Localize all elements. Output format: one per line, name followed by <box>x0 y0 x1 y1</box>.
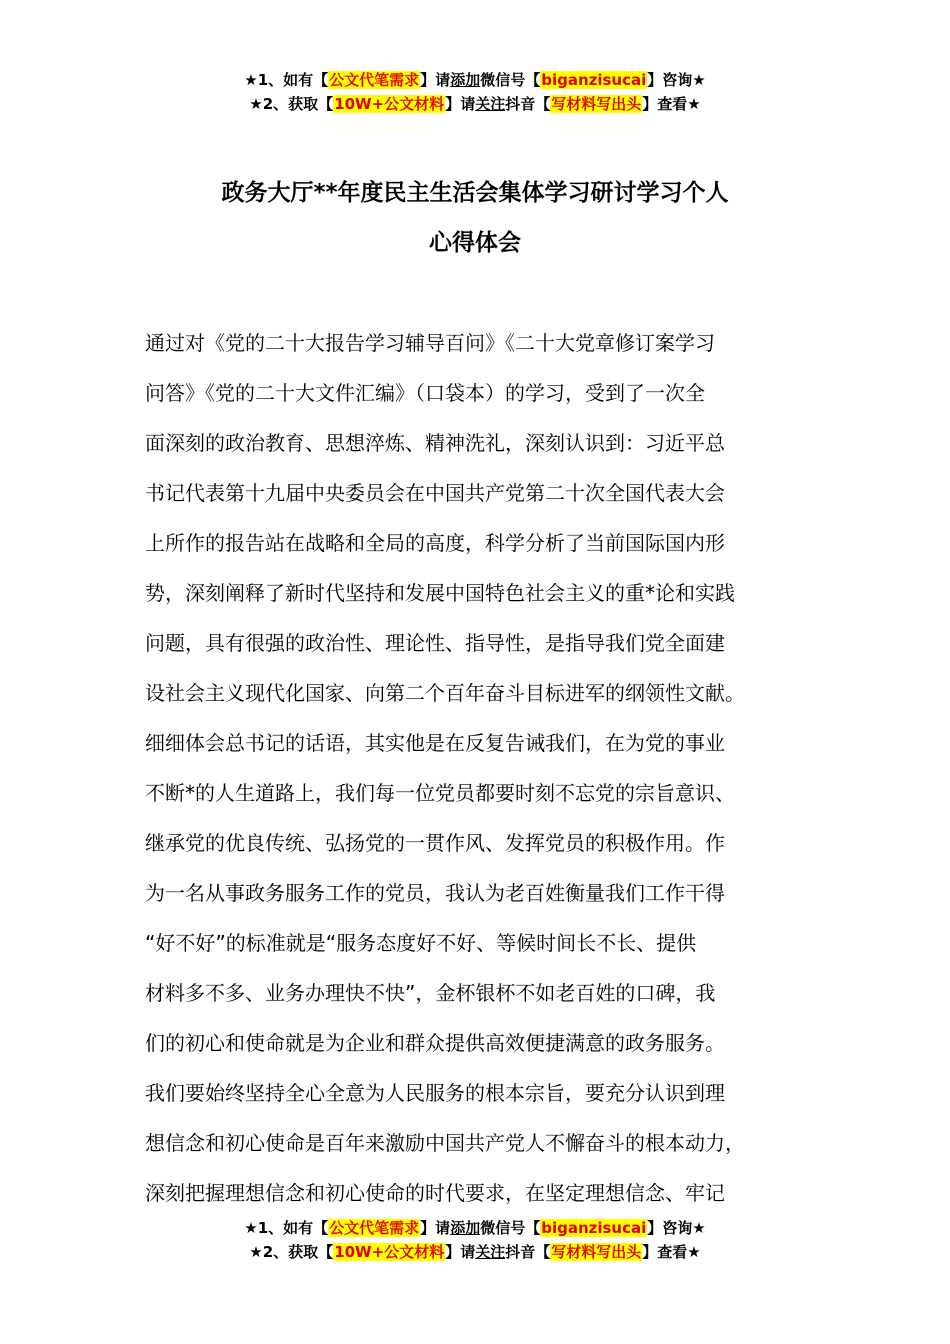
promo-underline: 添加 <box>450 71 481 89</box>
promo-line-2 <box>0 1240 950 1264</box>
promo-text: 】请 <box>420 71 451 89</box>
promo-highlight: 写材料写出头 <box>551 95 642 113</box>
promo-text: 微信号【 <box>480 71 541 89</box>
promo-underline: 关注 <box>475 1243 506 1261</box>
promo-header <box>0 68 950 116</box>
promo-highlight: 写材料写出头 <box>551 1243 642 1261</box>
promo-text: 抖音【 <box>505 95 551 113</box>
body-line: 通过对《党的二十大报告学习辅导百问》《二十大党章修订案学习 <box>145 331 715 355</box>
promo-underline: 关注 <box>475 95 506 113</box>
body-line: 书记代表第十九届中央委员会在中国共产党第二十次全国代表大会 <box>145 481 725 505</box>
promo-text: ★1、如有【 <box>244 1219 329 1237</box>
promo-text: ★2、获取【 <box>249 95 334 113</box>
promo-text: 抖音【 <box>505 1243 551 1261</box>
promo-text: 】咨询★ <box>647 71 706 89</box>
promo-highlight: 10W+公文材料 <box>334 1243 445 1261</box>
body-line: 设社会主义现代化国家、向第二个百年奋斗目标进军的纲领性文献。 <box>145 681 745 705</box>
document-title-line-1: 政务大厅**年度民主生活会集体学习研讨学习个人 <box>221 180 729 206</box>
promo-text: ★2、获取【 <box>249 1243 334 1261</box>
document-title-line-2: 心得体会 <box>429 230 521 256</box>
body-line: 继承党的优良传统、弘扬党的一贯作风、发挥党员的积极作用。作 <box>145 831 725 855</box>
promo-line-1 <box>0 68 950 92</box>
body-line: 势，深刻阐释了新时代坚持和发展中国特色社会主义的重*论和实践 <box>145 581 735 605</box>
body-line: 问答》《党的二十大文件汇编》（口袋本）的学习，受到了一次全 <box>145 381 705 405</box>
promo-line-2 <box>0 92 950 116</box>
promo-highlight: 公文代笔需求 <box>329 71 420 89</box>
body-line: 问题，具有很强的政治性、理论性、指导性，是指导我们党全面建 <box>145 631 725 655</box>
promo-text: 】咨询★ <box>647 1219 706 1237</box>
body-line: 材料多不多、业务办理快不快”，金杯银杯不如老百姓的口碑，我 <box>145 981 716 1005</box>
body-line: 上所作的报告站在战略和全局的高度，科学分析了当前国际国内形 <box>145 531 725 555</box>
body-line: 们的初心和使命就是为企业和群众提供高效便捷满意的政务服务。 <box>145 1031 725 1055</box>
promo-highlight: 10W+公文材料 <box>334 95 445 113</box>
promo-text: 】请 <box>420 1219 451 1237</box>
body-line: 深刻把握理想信念和初心使命的时代要求，在坚定理想信念、牢记 <box>145 1181 725 1205</box>
promo-highlight: biganzisucai <box>541 1219 647 1237</box>
body-line: 不断*的人生道路上，我们每一位党员都要时刻不忘党的宗旨意识、 <box>145 781 735 805</box>
promo-text: 微信号【 <box>480 1219 541 1237</box>
body-line: 细细体会总书记的话语，其实他是在反复告诫我们，在为党的事业 <box>145 731 725 755</box>
body-line: “好不好”的标准就是“服务态度好不好、等候时间长不长、提供 <box>145 931 697 955</box>
body-line: 为一名从事政务服务工作的党员，我认为老百姓衡量我们工作干得 <box>145 881 725 905</box>
promo-highlight: biganzisucai <box>541 71 647 89</box>
body-line: 我们要始终坚持全心全意为人民服务的根本宗旨，要充分认识到理 <box>145 1081 725 1105</box>
promo-text: 】查看★ <box>642 95 701 113</box>
promo-footer <box>0 1216 950 1264</box>
promo-text: 】查看★ <box>642 1243 701 1261</box>
document-body <box>145 318 835 1218</box>
promo-text: 】请 <box>445 95 476 113</box>
promo-highlight: 公文代笔需求 <box>329 1219 420 1237</box>
promo-underline: 添加 <box>450 1219 481 1237</box>
promo-text: 】请 <box>445 1243 476 1261</box>
promo-text: ★1、如有【 <box>244 71 329 89</box>
promo-line-1 <box>0 1216 950 1240</box>
body-line: 想信念和初心使命是百年来激励中国共产党人不懈奋斗的根本动力， <box>145 1131 745 1155</box>
body-line: 面深刻的政治教育、思想淬炼、精神洗礼，深刻认识到：习近平总 <box>145 431 725 455</box>
